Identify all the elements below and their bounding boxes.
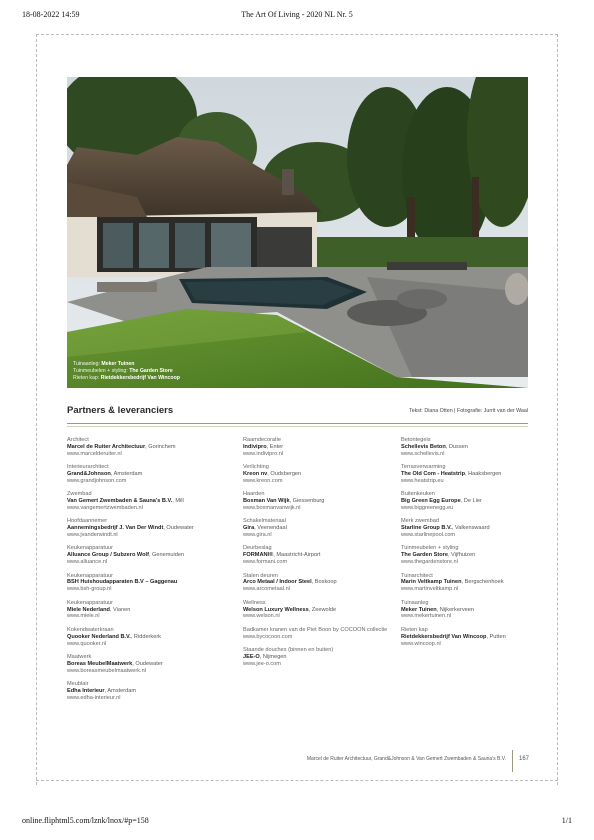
partner-company-line — [67, 471, 217, 478]
partner-entry — [67, 518, 217, 539]
partner-city: , Boskoop — [311, 579, 337, 586]
partner-entry — [67, 573, 217, 594]
partner-city: , Veenendaal — [254, 525, 287, 532]
partner-url: www.arcometaal.nl — [243, 586, 290, 593]
partner-company-line — [401, 444, 551, 451]
partner-company: Edha Interieur — [67, 687, 105, 694]
partner-company-line — [401, 607, 551, 614]
partner-url: www.alluance.nl — [67, 559, 108, 566]
partner-entry — [243, 627, 393, 641]
partner-entry — [243, 600, 393, 621]
partner-company-line — [401, 579, 551, 586]
partner-city: , Mill — [172, 498, 184, 505]
partner-entry — [67, 600, 217, 621]
partner-company-line — [401, 634, 551, 641]
partner-url: www.schellevis.nl — [401, 450, 445, 457]
partner-entry — [67, 654, 217, 675]
partner-company: Indivipro — [243, 443, 267, 450]
partner-company-line — [67, 552, 217, 559]
partner-city: , Ridderkerk — [130, 633, 161, 640]
partners-column-2 — [243, 437, 393, 674]
partner-url: www.martinveltkamp.nl — [401, 586, 459, 593]
partner-company-line — [243, 498, 393, 505]
partner-entry — [401, 491, 551, 512]
partner-role: Deurbeslag — [243, 545, 272, 552]
partner-role: Tuinarchitect — [401, 572, 433, 579]
partner-url: www.edha-interieur.nl — [67, 694, 121, 701]
partner-entry — [67, 437, 217, 458]
partner-company: Arco Metaal / Indoor Steel — [243, 579, 312, 586]
partner-city: , Vijfhuizen — [447, 552, 476, 559]
partner-company: Boxman Van Wijk — [243, 498, 290, 505]
partner-role: Meublair — [67, 680, 89, 687]
partner-company-line — [401, 552, 551, 559]
partner-role: Tuinmeubelen + styling — [401, 545, 459, 552]
photo-credits: Tekst: Diana Otten | Fotografie: Jurrit van der Waal — [409, 408, 528, 414]
partner-role: Schakelmateriaal — [243, 518, 286, 525]
print-datetime: 18-08-2022 14:59 — [22, 10, 80, 19]
partner-entry — [243, 437, 393, 458]
partner-entry — [401, 600, 551, 621]
partner-company-line — [67, 661, 217, 668]
partner-url: www.bsh-group.nl — [67, 586, 112, 593]
partner-role: Wellness — [243, 599, 266, 606]
villa-garden-photo — [67, 77, 528, 388]
crop-line — [36, 780, 558, 781]
caption-line: Rieten kap: Rietdekkersbedrijf Van Wincoop — [73, 375, 180, 381]
partner-company: Aannemingsbedrijf J. Van Der Windt — [67, 525, 164, 532]
partner-company: Starline Group B.V. — [401, 525, 452, 532]
partner-url: www.boxmanvanwijk.nl — [243, 505, 301, 512]
partner-city: , Enter — [266, 443, 284, 450]
partner-company: Rietdekkersbedrijf Van Wincoop — [401, 633, 487, 640]
partner-url: www.grandjohnson.com — [67, 477, 127, 484]
partner-company-line — [67, 444, 217, 451]
partner-city: , Giessenburg — [289, 498, 325, 505]
partner-role: Tuinaanleg — [401, 599, 429, 606]
partner-company: Alluance Group / Subzero Wolf — [67, 552, 149, 559]
partner-company-line — [243, 525, 393, 532]
partner-city: , De Lier — [460, 498, 482, 505]
partner-company-line — [243, 471, 393, 478]
partner-city: , Dussen — [445, 443, 468, 450]
partner-url: www.jee-o.com — [243, 660, 281, 667]
partner-company: Marcel de Ruiter Architectuur — [67, 443, 146, 450]
partner-city: , Amsterdam — [110, 471, 143, 478]
partner-entry — [401, 518, 551, 539]
partner-role: Keukenapparatuur — [67, 599, 114, 606]
partner-company: JEE-O — [243, 653, 260, 660]
partner-url: www.boreasmeubelmaatwerk.nl — [67, 667, 146, 674]
partner-entry — [67, 681, 217, 702]
partner-company-line — [243, 607, 393, 614]
partner-url: www.kreon.com — [243, 477, 283, 484]
partner-role: Rieten kap — [401, 626, 428, 633]
partner-city: , Zeewolde — [308, 606, 337, 613]
partner-company-line — [67, 525, 217, 532]
partner-entry — [67, 545, 217, 566]
partner-role: Verlichting — [243, 464, 269, 471]
partner-company-line — [67, 579, 217, 586]
partner-city: , Nijkerkerveen — [436, 606, 474, 613]
partner-company-line — [67, 498, 217, 505]
partner-url: www.mekertuinen.nl — [401, 613, 452, 620]
partner-city: , Bergschenhoek — [461, 579, 504, 586]
partner-entry — [243, 464, 393, 485]
partner-company: Welson Luxury Wellness — [243, 606, 309, 613]
partner-company: Gira — [243, 525, 255, 532]
partner-company-line — [243, 654, 393, 661]
partner-role: Keukenapparatuur — [67, 545, 114, 552]
partner-entry — [67, 491, 217, 512]
partner-entry — [401, 437, 551, 458]
partner-company-line — [67, 634, 217, 641]
partner-url: www.starlinepool.com — [401, 532, 456, 539]
partner-role: Betontegels — [401, 437, 431, 443]
browser-print-footer — [22, 816, 572, 828]
partner-entry — [243, 545, 393, 566]
partner-url: www.indivipro.nl — [243, 450, 284, 457]
partner-role: Buitenkeuken — [401, 491, 435, 498]
partner-role: Keukenapparatuur — [67, 572, 114, 579]
partner-company: Schellevis Beton — [401, 443, 446, 450]
partner-role: Haarden — [243, 491, 265, 498]
partners-column-3 — [401, 437, 551, 654]
partner-company: Marin Veltkamp Tuinen — [401, 579, 462, 586]
partner-company: Miele Nederland — [67, 606, 110, 613]
print-url: online.fliphtml5.com/lznk/lnox/#p=158 — [22, 816, 149, 825]
partner-city: , Oudewater — [163, 525, 194, 532]
partner-role: Zwembad — [67, 491, 92, 498]
partner-url: www.heatstrip.eu — [401, 477, 444, 484]
partner-url: www.miele.nl — [67, 613, 100, 620]
partner-url: www.marcelderuiter.nl — [67, 450, 122, 457]
partner-city: , Maastricht-Airport — [273, 552, 321, 559]
partner-entry — [401, 627, 551, 648]
partner-company-line — [67, 607, 217, 614]
partner-city: , Genemuiden — [148, 552, 185, 559]
caption-line: Tuinmeubelen + styling: The Garden Store — [73, 368, 173, 374]
partner-role: Architect — [67, 437, 89, 443]
partner-entry — [67, 464, 217, 485]
partner-company: Grand&Johnson — [67, 471, 111, 478]
partner-city: , Valkenswaard — [451, 525, 490, 532]
section-rule — [67, 423, 528, 424]
partner-url: www.thegardenstore.nl — [401, 559, 458, 566]
partner-role: Raamdecoratie — [243, 437, 281, 443]
partner-entry — [243, 573, 393, 594]
partner-entry — [67, 627, 217, 648]
partner-entry — [401, 573, 551, 594]
partner-url: www.vangemertzwembaden.nl — [67, 505, 143, 512]
partner-url: www.biggreenegg.eu — [401, 505, 454, 512]
partner-company-line — [401, 498, 551, 505]
partner-role: Maatwerk — [67, 653, 92, 660]
partner-company: Meker Tuinen — [401, 606, 437, 613]
partner-city: , Oudsbergen — [267, 471, 302, 478]
partners-column-1 — [67, 437, 217, 708]
section-rule-light — [67, 426, 528, 427]
partner-company: The Garden Store — [401, 552, 448, 559]
page-footer-text: Marcel de Ruiter Architectuur, Grand&Johnson & Van Gemert Zwembaden & Sauna's B.V. — [306, 756, 506, 762]
partner-company: BSH Huishoudapparaten B.V – Gaggenau — [67, 579, 178, 586]
partner-city: , Nijmegen — [259, 653, 287, 660]
partner-role: Staande douches (binnen en buiten) — [243, 646, 334, 653]
partner-city: , Oudewater — [132, 660, 163, 667]
partner-company: Kreon nv — [243, 471, 268, 478]
partner-company-line — [401, 471, 551, 478]
partner-url: www.quooker.nl — [67, 640, 107, 647]
partner-city: , Gorinchem — [145, 443, 176, 450]
partner-role: Interieurarchitect — [67, 464, 109, 471]
partner-company: Big Green Egg Europe — [401, 498, 461, 505]
partner-city: , Putten — [486, 633, 506, 640]
partner-company-line — [67, 688, 217, 695]
partner-role: Stalen deuren — [243, 572, 278, 579]
partner-url: www.welson.nl — [243, 613, 280, 620]
partner-company-line — [401, 525, 551, 532]
partner-entry — [401, 464, 551, 485]
partner-role: Hoofdaannemer — [67, 518, 108, 525]
partner-entry — [243, 518, 393, 539]
partner-url: www.bycocoon.com — [243, 633, 293, 640]
page-number: 167 — [519, 756, 530, 762]
partner-role: Badkamer kranen van de Piet Boon by COCOON collectie — [243, 626, 388, 633]
photo-illustration — [67, 77, 528, 388]
partner-role: Kokendwaterkraan — [67, 626, 114, 633]
partner-entry — [243, 647, 393, 668]
partner-company: The Old Com - Heatstrip — [401, 471, 466, 478]
partner-city: , Vianen — [109, 606, 131, 613]
partner-url: www.jvanderwindt.nl — [67, 532, 118, 539]
partner-company-line — [243, 579, 393, 586]
partner-role: Merk zwembad — [401, 518, 439, 525]
print-page-count: 1/1 — [561, 816, 572, 825]
partner-company: Van Gemert Zwembaden & Sauna's B.V. — [67, 498, 173, 505]
print-title: The Art Of Living - 2020 NL Nr. 5 — [241, 10, 353, 19]
partner-company-line — [243, 444, 393, 451]
page-number-divider — [512, 750, 513, 772]
partner-url: www.gira.nl — [243, 532, 272, 539]
partner-entry — [243, 491, 393, 512]
partner-role: Terrasverwarming — [401, 464, 446, 471]
partner-url: www.wincoop.nl — [401, 640, 441, 647]
partner-entry — [401, 545, 551, 566]
partner-url: www.formani.com — [243, 559, 288, 566]
partner-company: Quooker Nederland B.V. — [67, 633, 131, 640]
partner-company-line — [243, 552, 393, 559]
partner-company: Boreas MeubelMaatwerk — [67, 660, 133, 667]
partner-company: FORMANI® — [243, 552, 274, 559]
caption-line: Tuinaanleg: Meker Tuinen — [73, 361, 135, 367]
photo-caption — [73, 361, 180, 382]
partner-city: , Amsterdam — [104, 687, 137, 694]
browser-print-header — [22, 10, 572, 22]
partner-city: , Haaksbergen — [465, 471, 502, 478]
section-title: Partners & leveranciers — [67, 405, 174, 416]
